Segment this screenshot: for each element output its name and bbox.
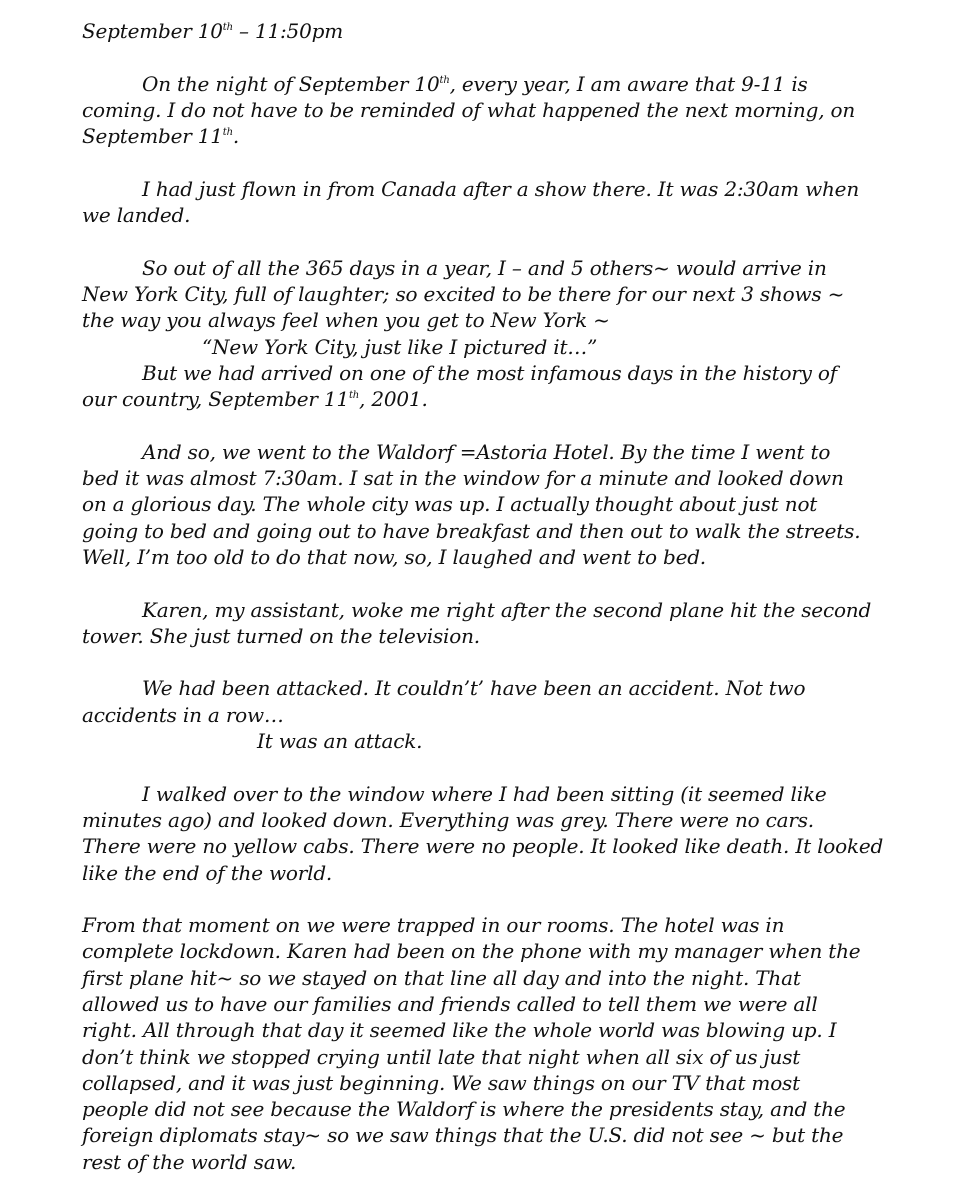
paragraph-2: I had just flown in from Canada after a show there. It was 2:30am when we landed. — [82, 176, 859, 228]
quote-line: “New York City, just like I pictured it…” — [202, 334, 598, 359]
date-heading: September 10th – 11:50pm — [82, 19, 343, 43]
paragraph-7: I walked over to the window where I had been sitting (it seemed like minutes ago) and looked down. Everything was grey. There were no cars. There were no yellow cabs. There were no people. It looked like death. It looked like the end of the world. — [82, 781, 884, 885]
paragraph-1: On the night of September 10th, every year, I am aware that 9-11 is coming. I do not have to be reminded of what happened the next morning, on September 11th. — [82, 71, 856, 149]
paragraph-8: From that moment on we were trapped in our rooms. The hotel was in complete lockdown. Karen had been on the phone with my manager when the first plane hit~ so we stayed on that line all day and into the night. That allowed us to have our families and friends called to tell them we were all right. All through that day it seemed like the whole world was blowing up. I don’t think we stopped crying until late that night when all six of us just collapsed, and it was just beginning. We saw things on our TV that most people did not see because the Waldorf is where the presidents stay, and the foreign diplomats stay~ so we saw things that the U.S. did not see ~ but the rest of the world saw. — [82, 913, 861, 1174]
paragraph-3: So out of all the 365 days in a year, I – and 5 others~ would arrive in New York City, full of laughter; so excited to be there for our next 3 shows ~ the way you always feel when you get to New York ~ “New York City, just like I pictured it…” But we had arrived on one of the most infamous days in the history of our country, September 11th, 2001. — [82, 255, 942, 413]
paragraph-5: Karen, my assistant, woke me right after the second plane hit the second tower. She just turned on the television. — [82, 597, 872, 648]
emphasis-line: It was an attack. — [257, 729, 423, 754]
paragraph-4: And so, we went to the Waldorf =Astoria Hotel. By the time I went to bed it was almost 7:30am. I sat in the window for a minute and looked down on a glorious day. The whole city was up. I actually thought about just not going to bed and going out to have breakfast and then out to walk the streets. Well, I’m too old to do that now, so, I laughed and went to bed. — [82, 439, 861, 569]
paragraph-6: We had been attacked. It couldn’t’ have been an accident. Not two accidents in a row… It was an attack. — [82, 675, 942, 754]
document-page — [82, 18, 942, 1175]
